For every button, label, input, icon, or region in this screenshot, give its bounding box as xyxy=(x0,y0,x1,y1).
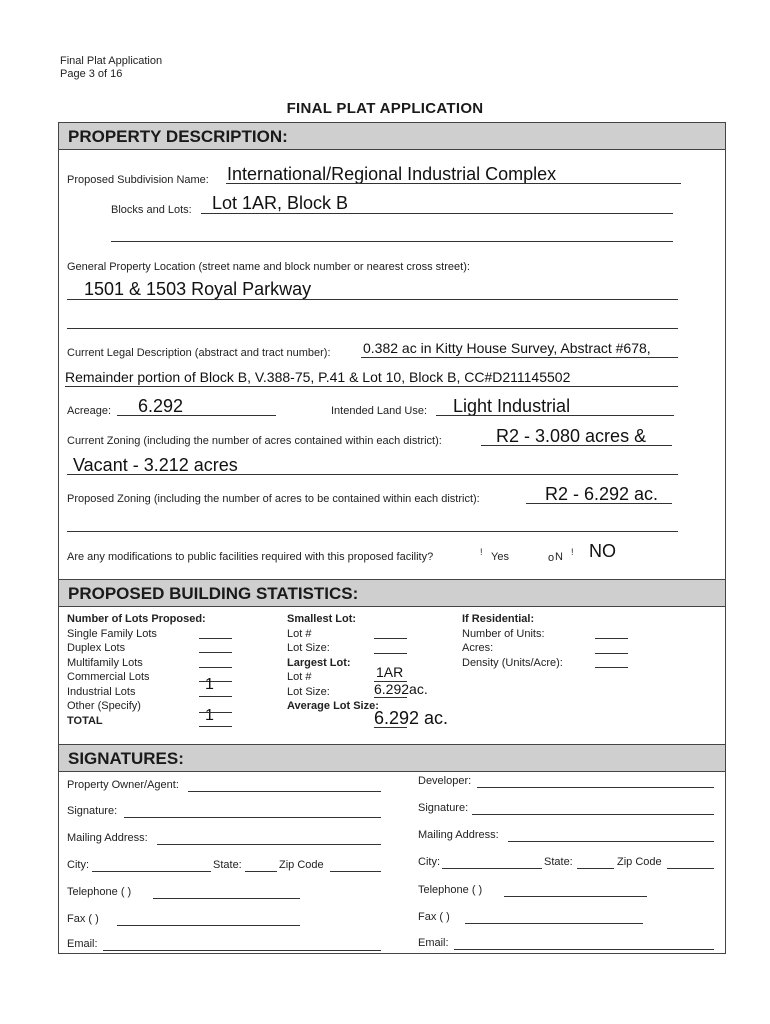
owner-state-label: State: xyxy=(213,859,242,871)
largest-lot-size-input[interactable] xyxy=(374,697,407,698)
average-lot-size-input[interactable] xyxy=(374,727,407,728)
lot-type-total: TOTAL xyxy=(67,714,103,727)
lot-type-multifamily: Multifamily Lots xyxy=(67,656,143,669)
form-frame xyxy=(58,122,726,954)
zoning-value-1[interactable]: R2 - 3.080 acres & xyxy=(496,426,647,446)
developer-telephone-label: Telephone ( ) xyxy=(418,884,483,896)
developer-label: Developer: xyxy=(418,775,472,787)
landuse-label: Intended Land Use: xyxy=(331,405,428,417)
developer-fax-input[interactable] xyxy=(465,923,643,924)
acres-label: Acres: xyxy=(462,642,494,654)
subdivision-value[interactable]: International/Regional Industrial Complex xyxy=(227,164,557,184)
location-value[interactable]: 1501 & 1503 Royal Parkway xyxy=(84,279,312,299)
no-checkbox[interactable]: ! xyxy=(571,547,574,557)
largest-lot-number-label: Lot # xyxy=(287,671,312,683)
residential-column xyxy=(462,612,563,670)
developer-zip-input[interactable] xyxy=(667,868,714,869)
developer-city-label: City: xyxy=(418,856,440,868)
blocks-extra-line xyxy=(111,241,673,242)
legal-value-2[interactable]: Remainder portion of Block B, V.388-75, P.41 & Lot 10, Block B, CC#D211145502 xyxy=(65,369,571,385)
owner-mailing-input[interactable] xyxy=(157,844,381,845)
header-line-1: Final Plat Application xyxy=(60,55,163,67)
proposed-zoning-label: Proposed Zoning (including the number of acres to be contained within each district): xyxy=(67,493,480,505)
zoning-value-2[interactable]: Vacant - 3.212 acres xyxy=(73,455,238,475)
header-page-number: Page 3 of 16 xyxy=(60,68,123,80)
legal-underline-2 xyxy=(65,386,678,387)
multifamily-input[interactable] xyxy=(199,667,232,668)
no-value[interactable]: NO xyxy=(589,541,616,561)
owner-fax-label: Fax ( ) xyxy=(67,913,99,925)
proposed-zoning-extra-line xyxy=(67,531,678,532)
owner-city-label: City: xyxy=(67,859,89,871)
owner-telephone-input[interactable] xyxy=(153,898,300,899)
average-lot-size-value[interactable]: 6.292 ac. xyxy=(374,708,449,728)
industrial-input[interactable] xyxy=(199,696,232,697)
duplex-input[interactable] xyxy=(199,652,232,653)
legal-underline-1 xyxy=(361,357,678,358)
owner-fax-input[interactable] xyxy=(117,925,300,926)
owner-agent-label: Property Owner/Agent: xyxy=(67,779,179,791)
total-input[interactable] xyxy=(199,726,232,727)
developer-city-input[interactable] xyxy=(442,868,542,869)
density-input[interactable] xyxy=(595,667,628,668)
modifications-label: Are any modifications to public facilities required with this proposed facility? xyxy=(67,551,434,563)
industrial-value[interactable]: 1 xyxy=(205,676,214,693)
yes-label: Yes xyxy=(491,551,509,563)
blocks-underline xyxy=(201,213,673,214)
smallest-lot-number-input[interactable] xyxy=(374,638,407,639)
location-extra-line xyxy=(67,328,678,329)
smallest-lot-size-label: Lot Size: xyxy=(287,642,330,654)
owner-zip-input[interactable] xyxy=(330,871,381,872)
smallest-lot-size-input[interactable] xyxy=(374,653,407,654)
lot-type-industrial: Industrial Lots xyxy=(67,685,136,698)
developer-telephone-input[interactable] xyxy=(504,896,647,897)
single-family-input[interactable] xyxy=(199,638,232,639)
owner-zip-label: Zip Code xyxy=(279,859,324,871)
units-label: Number of Units: xyxy=(462,627,545,640)
blocks-label: Blocks and Lots: xyxy=(111,204,192,216)
largest-lot-number-value[interactable]: 1AR xyxy=(376,664,404,680)
residential-heading: If Residential: xyxy=(462,613,535,625)
proposed-zoning-underline xyxy=(526,503,672,504)
proposed-zoning-value[interactable]: R2 - 6.292 ac. xyxy=(545,484,659,504)
legal-value-1[interactable]: 0.382 ac in Kitty House Survey, Abstract #678, xyxy=(363,340,651,356)
location-underline xyxy=(67,299,678,300)
largest-lot-size-value[interactable]: 6.292ac. xyxy=(374,681,428,697)
commercial-input[interactable] xyxy=(199,681,232,682)
developer-state-label: State: xyxy=(544,856,573,868)
lot-type-commercial: Commercial Lots xyxy=(67,671,150,683)
developer-signature-input[interactable] xyxy=(472,814,714,815)
lots-heading: Number of Lots Proposed: xyxy=(67,613,206,625)
developer-state-input[interactable] xyxy=(577,868,614,869)
landuse-underline xyxy=(436,415,674,416)
blocks-value[interactable]: Lot 1AR, Block B xyxy=(212,193,349,213)
smallest-lot-number-label: Lot # xyxy=(287,627,312,640)
owner-telephone-label: Telephone ( ) xyxy=(67,886,132,898)
zoning-underline-2 xyxy=(67,474,678,475)
developer-input[interactable] xyxy=(477,787,714,788)
developer-mailing-label: Mailing Address: xyxy=(418,829,499,841)
subdivision-underline xyxy=(226,183,681,184)
zoning-underline-1 xyxy=(481,445,672,446)
owner-signature-label: Signature: xyxy=(67,805,118,817)
owner-mailing-label: Mailing Address: xyxy=(67,832,148,844)
largest-lot-size-label: Lot Size: xyxy=(287,685,330,698)
smallest-lot-heading: Smallest Lot: xyxy=(287,613,357,625)
other-input[interactable] xyxy=(199,712,232,713)
owner-email-label: Email: xyxy=(67,938,98,950)
section-property-description: PROPERTY DESCRIPTION: xyxy=(59,122,725,150)
owner-agent-input[interactable] xyxy=(188,791,381,792)
total-value[interactable]: 1 xyxy=(205,707,214,724)
lot-size-column xyxy=(287,612,379,714)
lot-type-duplex: Duplex Lots xyxy=(67,642,126,654)
lots-column xyxy=(67,612,206,728)
landuse-value[interactable]: Light Industrial xyxy=(453,396,571,416)
section-building-statistics: PROPOSED BUILDING STATISTICS: xyxy=(59,579,725,607)
developer-fax-label: Fax ( ) xyxy=(418,911,450,923)
location-label: General Property Location (street name and block number or nearest cross street): xyxy=(67,261,470,273)
acreage-underline xyxy=(117,415,276,416)
average-lot-size-label: Average Lot Size: xyxy=(287,700,379,712)
units-input[interactable] xyxy=(595,638,628,639)
legal-label: Current Legal Description (abstract and tract number): xyxy=(67,347,331,359)
lot-type-other: Other (Specify) xyxy=(67,700,141,712)
lot-type-single-family: Single Family Lots xyxy=(67,627,157,640)
density-label: Density (Units/Acre): xyxy=(462,656,563,669)
no-prefix: o xyxy=(548,552,555,564)
subdivision-label: Proposed Subdivision Name: xyxy=(67,174,209,186)
owner-signature-input[interactable] xyxy=(124,817,381,818)
section-signatures: SIGNATURES: xyxy=(59,744,725,772)
zoning-label: Current Zoning (including the number of acres contained within each district): xyxy=(67,435,442,447)
developer-mailing-input[interactable] xyxy=(508,841,714,842)
developer-zip-label: Zip Code xyxy=(617,856,662,868)
acreage-label: Acreage: xyxy=(67,405,112,417)
developer-signature-label: Signature: xyxy=(418,802,469,814)
developer-email-label: Email: xyxy=(418,937,449,949)
owner-email-input[interactable] xyxy=(103,950,381,951)
owner-state-input[interactable] xyxy=(245,871,277,872)
page-title: FINAL PLAT APPLICATION xyxy=(286,100,484,117)
no-label: N xyxy=(555,551,563,563)
acres-input[interactable] xyxy=(595,653,628,654)
acreage-value[interactable]: 6.292 xyxy=(138,396,184,416)
developer-email-input[interactable] xyxy=(454,949,714,950)
largest-lot-heading: Largest Lot: xyxy=(287,656,351,669)
owner-city-input[interactable] xyxy=(92,871,211,872)
yes-checkbox[interactable]: ! xyxy=(480,547,483,557)
